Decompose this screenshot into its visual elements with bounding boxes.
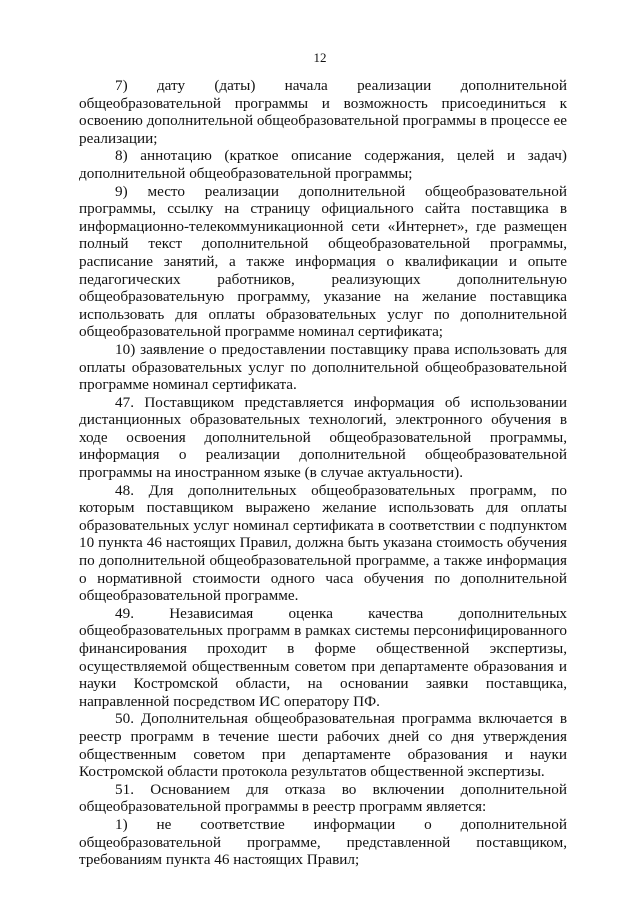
paragraph-clause-50: 50. Дополнительная общеобразовательная программа включается в реестр программ в течение шести рабочих дней со дня утверждения общественным советом при департаменте образования и науки Костромской области протокола результатов общественной экспертизы. [79,710,567,781]
page-number: 12 [313,50,327,65]
paragraph-clause-48: 48. Для дополнительных общеобразовательных программ, по которым поставщиком выражено желание использовать для оплаты образовательных услуг номинал сертификата в соответствии с подпунктом 10 пункта 46 настоящих Правил, должна быть указана стоимость обучения по дополнительной общеобразовательной программе, а также информация о нормативной стоимости одного часа обучения по дополнительной общеобразовательной программе. [79,481,567,605]
paragraph-clause-51: 51. Основанием для отказа во включении дополнительной общеобразовательной программы в реестр программ является: [79,780,567,816]
paragraph-item-7: 7) дату (даты) начала реализации дополнительной общеобразовательной программы и возможность присоединиться к освоению дополнительной общеобразовательной программы в процессе ее реализации; [79,77,567,147]
paragraph-clause-49: 49. Независимая оценка качества дополнительных общеобразовательных программ в рамках системы персонифицированного финансирования проходит в форме общественной экспертизы, осуществляемой общественным советом при департаменте образования и науки Костромской области, на основании заявки поставщика, направленной посредством ИС оператору ПФ. [79,604,567,710]
paragraph-clause-47: 47. Поставщиком представляется информация об использовании дистанционных образовательных технологий, электронного обучения в ходе освоения дополнительной общеобразовательной программы, информация о реализации дополнительной общеобразовательной программы на иностранном языке (в случае актуальности). [79,393,567,482]
paragraph-item-10: 10) заявление о предоставлении поставщику права использовать для оплаты образовательных услуг по дополнительной общеобразовательной программе номинал сертификата. [79,340,567,394]
document-body [79,77,567,869]
paragraph-item-8: 8) аннотацию (краткое описание содержания, целей и задач) дополнительной общеобразовательной программы; [79,147,567,182]
paragraph-item-9: 9) место реализации дополнительной общеобразовательной программы, ссылку на страницу официального сайта поставщика в информационно-телекоммуникационной сети «Интернет», где размещен полный текст дополнительной общеобразовательной программы, расписание занятий, а также информация о квалификации и опыте педагогических работников, реализующих дополнительную общеобразовательную программу, указание на желание поставщика использовать для оплаты образовательных услуг по дополнительной общеобразовательной программе номинал сертификата; [79,182,567,341]
paragraph-subitem-1: 1) не соответствие информации о дополнительной общеобразовательной программе, представленной поставщиком, требованиям пункта 46 настоящих Правил; [79,815,567,869]
